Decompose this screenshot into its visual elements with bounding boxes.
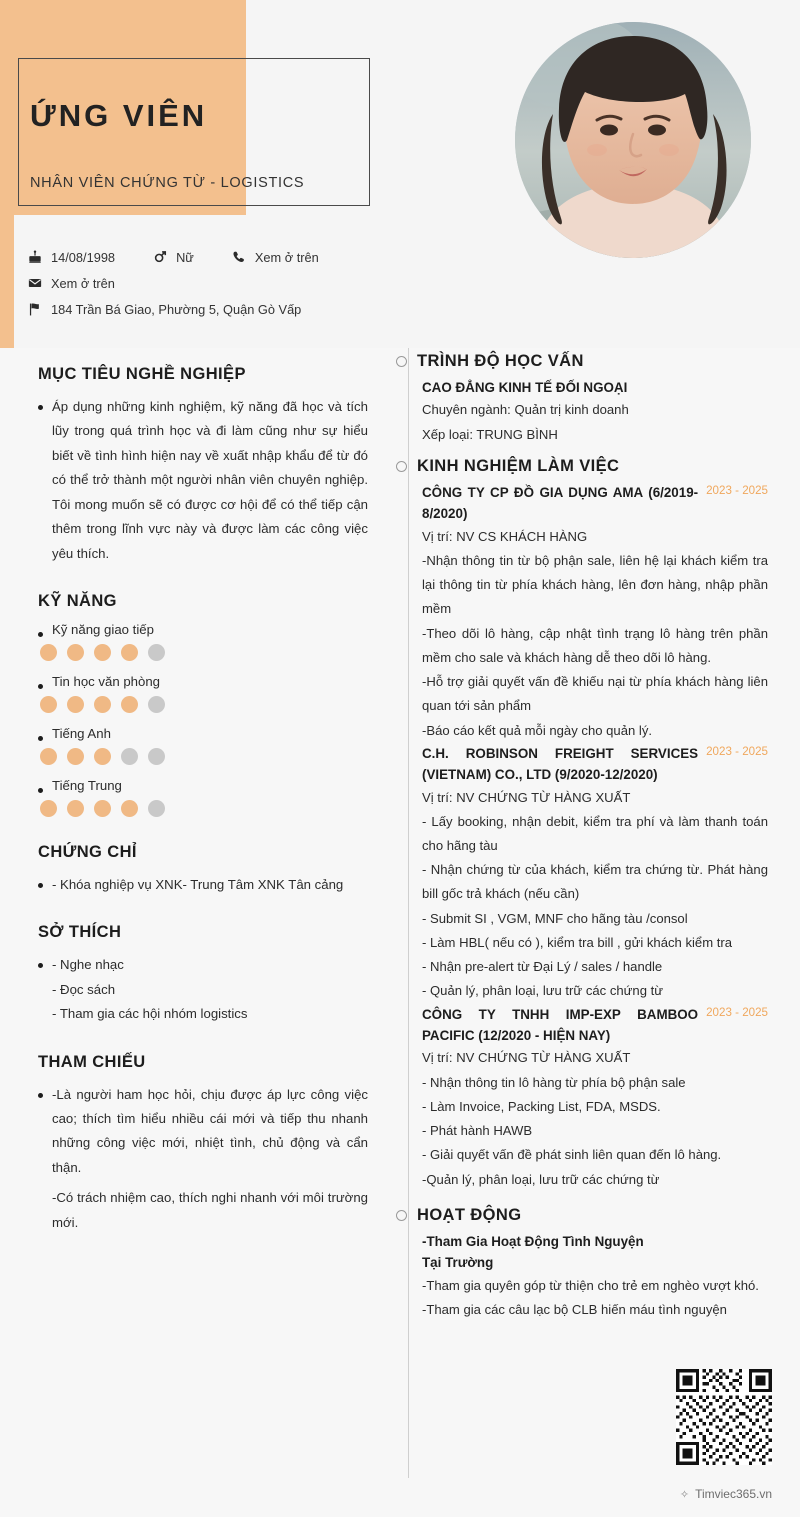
job-detail: - Nhận chứng từ của khách, kiểm tra chứng từ. Phát hàng bill gốc trả khách (nếu cần): [422, 862, 768, 902]
rating-pip: [121, 696, 138, 713]
skill-label: Tiếng Anh: [52, 725, 111, 741]
avatar: [515, 22, 751, 258]
rating-pip: [67, 748, 84, 765]
hobby-item: [38, 953, 368, 977]
reference-item: [38, 1083, 368, 1181]
timeline-circle-icon: [396, 461, 407, 472]
rating-pip: [67, 644, 84, 661]
skill-item: [38, 622, 368, 661]
timeline-circle-icon: [396, 356, 407, 367]
objective-text: Áp dụng những kinh nghiệm, kỹ năng đã học và tích lũy trong quá trình học và đi làm cũng như sự hiểu biết về tình hình hiện nay về xuất nhập khẩu để từ đó có thể trở thành một người nhân viên chuyên nghiệp. Tôi mong muốn sẽ có được cơ hội để có thể tiếp cận thêm trong lĩnh vực này và được làm các công việc yêu thích.: [52, 399, 368, 561]
skill-rating: [40, 696, 368, 713]
section-title-experience: KINH NGHIỆM LÀM VIỆC: [417, 456, 620, 475]
bullet-dot: [38, 963, 43, 968]
bullet-dot: [38, 736, 43, 741]
bullet-dot: [38, 405, 43, 410]
certificate-text: - Khóa nghiệp vụ XNK- Trung Tâm XNK Tân cảng: [52, 876, 344, 892]
education-header: [416, 352, 768, 371]
mail-icon: [26, 276, 44, 290]
job-detail: -Nhận thông tin từ bộ phận sale, liên hệ lại khách kiểm tra lại thông tin từ phía khách hàng, lên đơn hàng, nhập phần mềm: [422, 552, 768, 617]
birthday-value: 14/08/1998: [51, 249, 116, 265]
skill-label-row: [38, 726, 368, 741]
rating-pip: [121, 644, 138, 661]
activity-headline-2: Tại Trường: [422, 1255, 494, 1271]
section-education: [416, 352, 768, 447]
skill-label: Kỹ năng giao tiếp: [52, 621, 154, 637]
bullet-dot: [38, 1093, 43, 1098]
rating-pip: [40, 644, 57, 661]
skill-item: [38, 674, 368, 713]
job-role: Vị trí: NV CHỨNG TỪ HÀNG XUẤT: [422, 1050, 631, 1066]
reference-text-1: -Là người ham học hỏi, chịu được áp lực công việc cao; thích tìm hiểu nhiều cái mới và tiếp thu nhanh những công việc mới, nhiệt tình, chủ động và cẩn thận.: [52, 1086, 368, 1175]
skill-label-row: [38, 778, 368, 793]
hobby-text: - Tham gia các hội nhóm logistics: [52, 1006, 248, 1022]
address-value: 184 Trần Bá Giao, Phường 5, Quận Gò Vấp: [51, 301, 302, 317]
section-title-education: TRÌNH ĐỘ HỌC VẤN: [417, 352, 584, 370]
hobby-item: [38, 1002, 368, 1026]
skill-label-row: [38, 674, 368, 689]
section-hobbies: [38, 923, 368, 1026]
company-name: CÔNG TY CP ĐỒ GIA DỤNG AMA (6/2019- 8/2020): [422, 484, 699, 522]
section-title-activities: HOẠT ĐỘNG: [417, 1205, 522, 1224]
job-detail: -Theo dõi lô hàng, cập nhật tình trạng lô hàng trên phần mềm cho sale và khách hàng dễ theo dõi lô hàng.: [422, 625, 768, 665]
rating-pip: [148, 644, 165, 661]
job-date: 2023 - 2025: [706, 483, 768, 497]
bullet-dot: [38, 632, 43, 637]
job-header: [422, 482, 768, 525]
education-body: [416, 377, 768, 447]
qr-code: [676, 1369, 772, 1465]
job-position-subtitle: NHÂN VIÊN CHỨNG TỪ - LOGISTICS: [30, 175, 305, 191]
timeline-circle-icon: [396, 1210, 407, 1221]
section-title-hobbies: SỞ THÍCH: [38, 923, 122, 942]
section-title-objective: MỤC TIÊU NGHỀ NGHIỆP: [38, 365, 246, 383]
company-name: CÔNG TY TNHH IMP-EXP BAMBOO PACIFIC (12/2020 - HIỆN NAY): [422, 1006, 699, 1043]
rating-pip: [121, 748, 138, 765]
rating-pip: [94, 644, 111, 661]
certificate-item: [38, 873, 368, 897]
reference-item: [38, 1186, 368, 1235]
section-reference: [38, 1053, 368, 1236]
bullet-dot: [38, 684, 43, 689]
left-column: [38, 365, 368, 1261]
job-detail: - Làm Invoice, Packing List, FDA, MSDS.: [422, 1098, 661, 1114]
job-detail: - Lấy booking, nhận debit, kiểm tra phí và làm thanh toán cho hãng tàu: [422, 813, 768, 854]
bullet-dot: [38, 788, 43, 793]
rating-pip: [94, 696, 111, 713]
skill-label-row: [38, 622, 368, 637]
activities-body: [416, 1231, 768, 1322]
phone-icon: [230, 250, 248, 264]
education-major: Chuyên ngành: Quản trị kinh doanh: [422, 402, 629, 418]
rating-pip: [40, 748, 57, 765]
sparkle-icon: ✧: [679, 1488, 690, 1501]
job-header: [422, 1004, 768, 1047]
column-divider: [408, 348, 409, 1478]
skill-label: Tiếng Trung: [52, 777, 122, 793]
phone-value: Xem ở trên: [254, 249, 319, 265]
hobby-item: [38, 978, 368, 1002]
contact-row-birthday: [26, 244, 486, 270]
job-detail: -Quản lý, phân loại, lưu trữ các chứng từ: [422, 1171, 660, 1187]
skill-rating: [40, 644, 368, 661]
hobby-text: - Đọc sách: [52, 981, 116, 997]
contact-block: [26, 244, 486, 322]
contact-row-email: [26, 270, 486, 296]
rating-pip: [40, 696, 57, 713]
section-title-reference: THAM CHIẾU: [38, 1052, 146, 1071]
experience-item: [416, 743, 768, 1004]
map-pin-icon: [26, 302, 44, 317]
right-column: [416, 352, 768, 1332]
job-detail: - Giải quyết vấn đề phát sinh liên quan đến lô hàng.: [422, 1147, 722, 1163]
section-objective: [38, 365, 368, 566]
activities-header: [416, 1206, 768, 1225]
rating-pip: [148, 800, 165, 817]
job-detail: -Hỗ trợ giải quyết vấn đề khiếu nại từ phía khách hàng liên quan tới sản phẩm: [422, 674, 768, 714]
activity-detail: -Tham gia các câu lạc bộ CLB hiến máu tình nguyện: [422, 1301, 727, 1317]
job-date: 2023 - 2025: [706, 744, 768, 758]
experience-item: [416, 482, 768, 743]
job-detail: - Nhận thông tin lô hàng từ phía bộ phận sale: [422, 1074, 686, 1090]
job-role: Vị trí: NV CS KHÁCH HÀNG: [422, 528, 588, 544]
brand-name: Timviec365.vn: [695, 1487, 772, 1501]
gender-icon: [151, 250, 169, 264]
skill-item: [38, 726, 368, 765]
section-activities: [416, 1206, 768, 1322]
rating-pip: [94, 748, 111, 765]
skill-item: [38, 778, 368, 817]
company-name: C.H. ROBINSON FREIGHT SERVICES (VIETNAM) CO., LTD (9/2020-12/2020): [422, 745, 699, 783]
rating-pip: [94, 800, 111, 817]
accent-strip: [0, 215, 14, 348]
rating-pip: [148, 696, 165, 713]
skill-label: Tin học văn phòng: [52, 673, 161, 689]
hobby-text: - Nghe nhạc: [52, 957, 124, 973]
objective-item: [38, 395, 368, 566]
section-certificates: [38, 843, 368, 897]
rating-pip: [67, 696, 84, 713]
rating-pip: [148, 748, 165, 765]
skill-rating: [40, 800, 368, 817]
activity-headline-1: -Tham Gia Hoạt Động Tình Nguyện: [422, 1233, 644, 1249]
activity-detail: -Tham gia quyên góp từ thiện cho trẻ em nghèo vượt khó.: [422, 1277, 759, 1293]
job-detail: - Nhận pre-alert từ Đại Lý / sales / handle: [422, 959, 663, 975]
job-detail: - Phát hành HAWB: [422, 1123, 533, 1139]
job-header: [422, 743, 768, 786]
job-role: Vị trí: NV CHỨNG TỪ HÀNG XUẤT: [422, 789, 631, 805]
bullet-dot: [38, 883, 43, 888]
job-date: 2023 - 2025: [706, 1005, 768, 1019]
page-title: ỨNG VIÊN: [30, 98, 208, 133]
reference-text-2: -Có trách nhiệm cao, thích nghi nhanh với môi trường mới.: [52, 1190, 368, 1230]
school-name: CAO ĐẲNG KINH TẾ ĐỐI NGOẠI: [422, 380, 628, 395]
skill-rating: [40, 748, 368, 765]
footer-brand: [680, 1487, 772, 1501]
gender-value: Nữ: [176, 249, 194, 265]
rating-pip: [121, 800, 138, 817]
experience-header: [416, 457, 768, 476]
section-experience: [416, 457, 768, 1192]
section-title-skills: KỸ NĂNG: [38, 591, 117, 610]
email-value: Xem ở trên: [51, 275, 115, 291]
section-skills: [38, 592, 368, 817]
cake-icon: [26, 250, 44, 264]
job-detail: - Làm HBL( nếu có ), kiểm tra bill , gửi khách kiểm tra: [422, 934, 733, 950]
contact-row-address: [26, 296, 486, 322]
section-title-certificates: CHỨNG CHỈ: [38, 842, 137, 861]
experience-item: [416, 1004, 768, 1192]
job-detail: -Báo cáo kết quả mỗi ngày cho quản lý.: [422, 722, 653, 738]
job-detail: - Quản lý, phân loại, lưu trữ các chứng từ: [422, 983, 664, 999]
rating-pip: [67, 800, 84, 817]
job-detail: - Submit SI , VGM, MNF cho hãng tàu /consol: [422, 910, 688, 926]
rating-pip: [40, 800, 57, 817]
education-grade: Xếp loại: TRUNG BÌNH: [422, 426, 558, 442]
